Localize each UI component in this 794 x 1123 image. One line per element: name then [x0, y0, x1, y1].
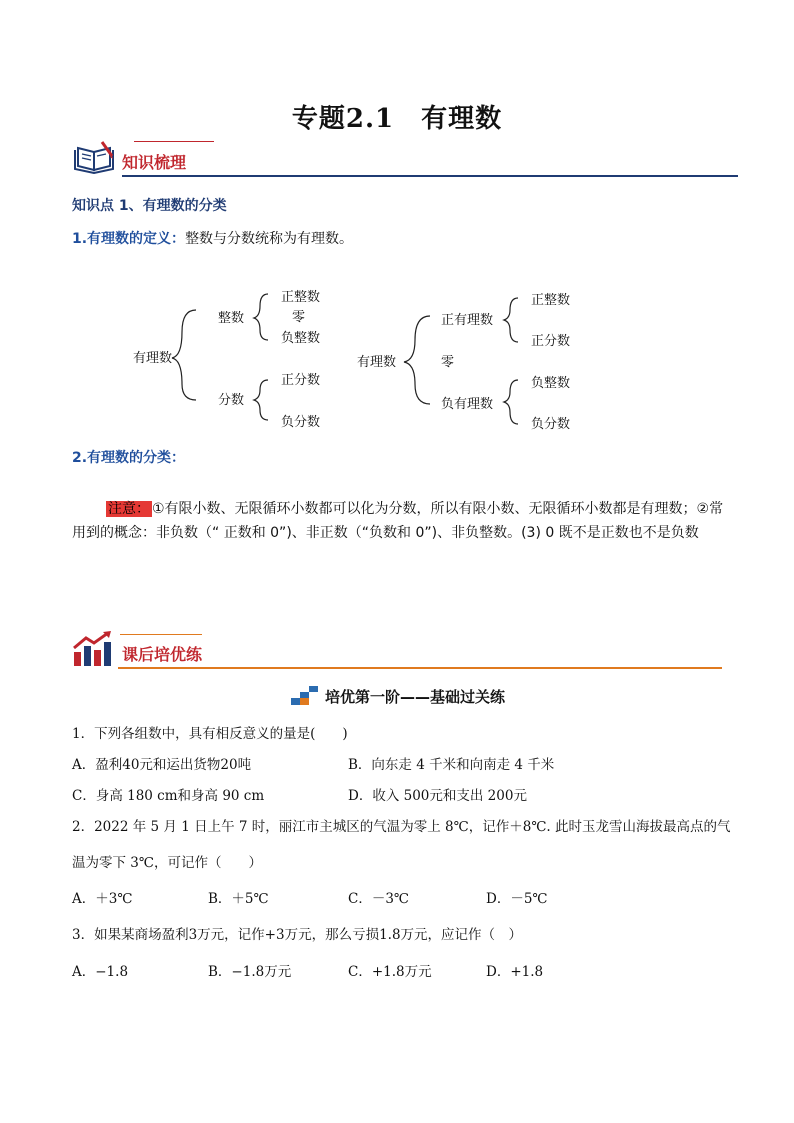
diagram-leaf: 正整数: [281, 290, 321, 305]
note-text: ①有限小数、无限循环小数都可以化为分数，所以有限小数、无限循环小数都是有理数；②常用到的概念：非负数（“ 正数和 0”)、非正数（“负数和 0”)、非负整数。(3) 0 既不是正数也不是负数: [72, 501, 724, 541]
question-3-option-d: D．+1.8: [486, 964, 544, 980]
question-2-option-d: D．－5℃: [486, 891, 548, 907]
definition-text: 整数与分数统称为有理数。: [185, 231, 354, 247]
diagram-leaf: 负分数: [531, 417, 571, 432]
diagram-branch: 整数: [218, 311, 245, 326]
header-underline: [118, 667, 722, 669]
diagram-by-integer-fraction: [133, 289, 320, 430]
diagram-branch: 零: [441, 355, 455, 370]
classification-title: 2.有理数的分类：: [72, 450, 186, 466]
bar-chart-growth-icon: [72, 630, 116, 672]
question-3-option-a: A．−1.8: [72, 964, 129, 980]
question-1-option-c: C．身高 180 cm和身高 90 cm: [72, 788, 265, 804]
header-accent-line: [120, 634, 202, 635]
diagram-leaf: 正整数: [531, 293, 571, 308]
question-1-option-a: A．盈利40元和运出货物20吨: [72, 757, 252, 773]
classification-diagrams: [0, 280, 794, 440]
question-1-stem: 1．下列各组数中，具有相反意义的量是( ): [72, 726, 348, 742]
definition: [72, 228, 353, 248]
diagram-root: 有理数: [357, 355, 397, 370]
diagram-branch: 分数: [218, 393, 245, 408]
question-2-option-a: A．＋3℃: [72, 891, 133, 907]
stage-title-text: 培优第一阶——基础过关练: [324, 688, 505, 706]
note-tag: 注意：: [108, 501, 150, 517]
question-1-option-d: D．收入 500元和支出 200元: [348, 788, 527, 804]
diagram-leaf: 负整数: [531, 376, 571, 391]
knowledge-point-title: 知识点 1、有理数的分类: [72, 198, 227, 214]
diagram-leaf: 负整数: [281, 331, 321, 346]
question-3-option-c: C．+1.8万元: [348, 964, 432, 980]
diagram-by-sign: [357, 292, 570, 432]
header-accent-line: [134, 141, 214, 142]
book-icon: [72, 138, 120, 178]
definition-label: 1.有理数的定义：: [72, 231, 186, 247]
question-2-stem-line2: 温为零下 3℃，可记作（ ）: [72, 855, 262, 871]
section-title: 课后培优练: [122, 645, 203, 664]
question-2-stem-line1: 2．2022 年 5 月 1 日上午 7 时，丽江市主城区的气温为零上 8℃，记作＋8℃. 此时玉龙雪山海拔最高点的气: [72, 819, 731, 835]
diagram-leaf: 负分数: [281, 415, 321, 430]
question-1-option-b: B．向东走 4 千米和向南走 4 千米: [348, 757, 555, 773]
question-2-option-c: C．－3℃: [348, 891, 410, 907]
stairs-icon: [289, 684, 319, 710]
stage-title: [0, 684, 794, 710]
header-underline: [122, 175, 738, 177]
question-3-option-b: B．−1.8万元: [208, 964, 292, 980]
diagram-leaf: 正分数: [281, 373, 321, 388]
diagram-root: 有理数: [133, 351, 173, 366]
question-3-stem: 3．如果某商场盈利3万元，记作+3万元，那么亏损1.8万元，应记作（ ）: [72, 927, 523, 943]
diagram-branch: 正有理数: [441, 313, 494, 328]
page-title: 专题2.1 有理数: [291, 104, 503, 134]
section-title: 知识梳理: [122, 153, 187, 172]
question-2-option-b: B．＋5℃: [208, 891, 269, 907]
diagram-leaf: 正分数: [531, 334, 571, 349]
diagram-leaf: 零: [292, 310, 306, 325]
note-paragraph: [72, 497, 732, 545]
diagram-branch: 负有理数: [441, 397, 494, 412]
section-header-knowledge: [72, 138, 738, 178]
section-header-practice: [72, 630, 722, 670]
